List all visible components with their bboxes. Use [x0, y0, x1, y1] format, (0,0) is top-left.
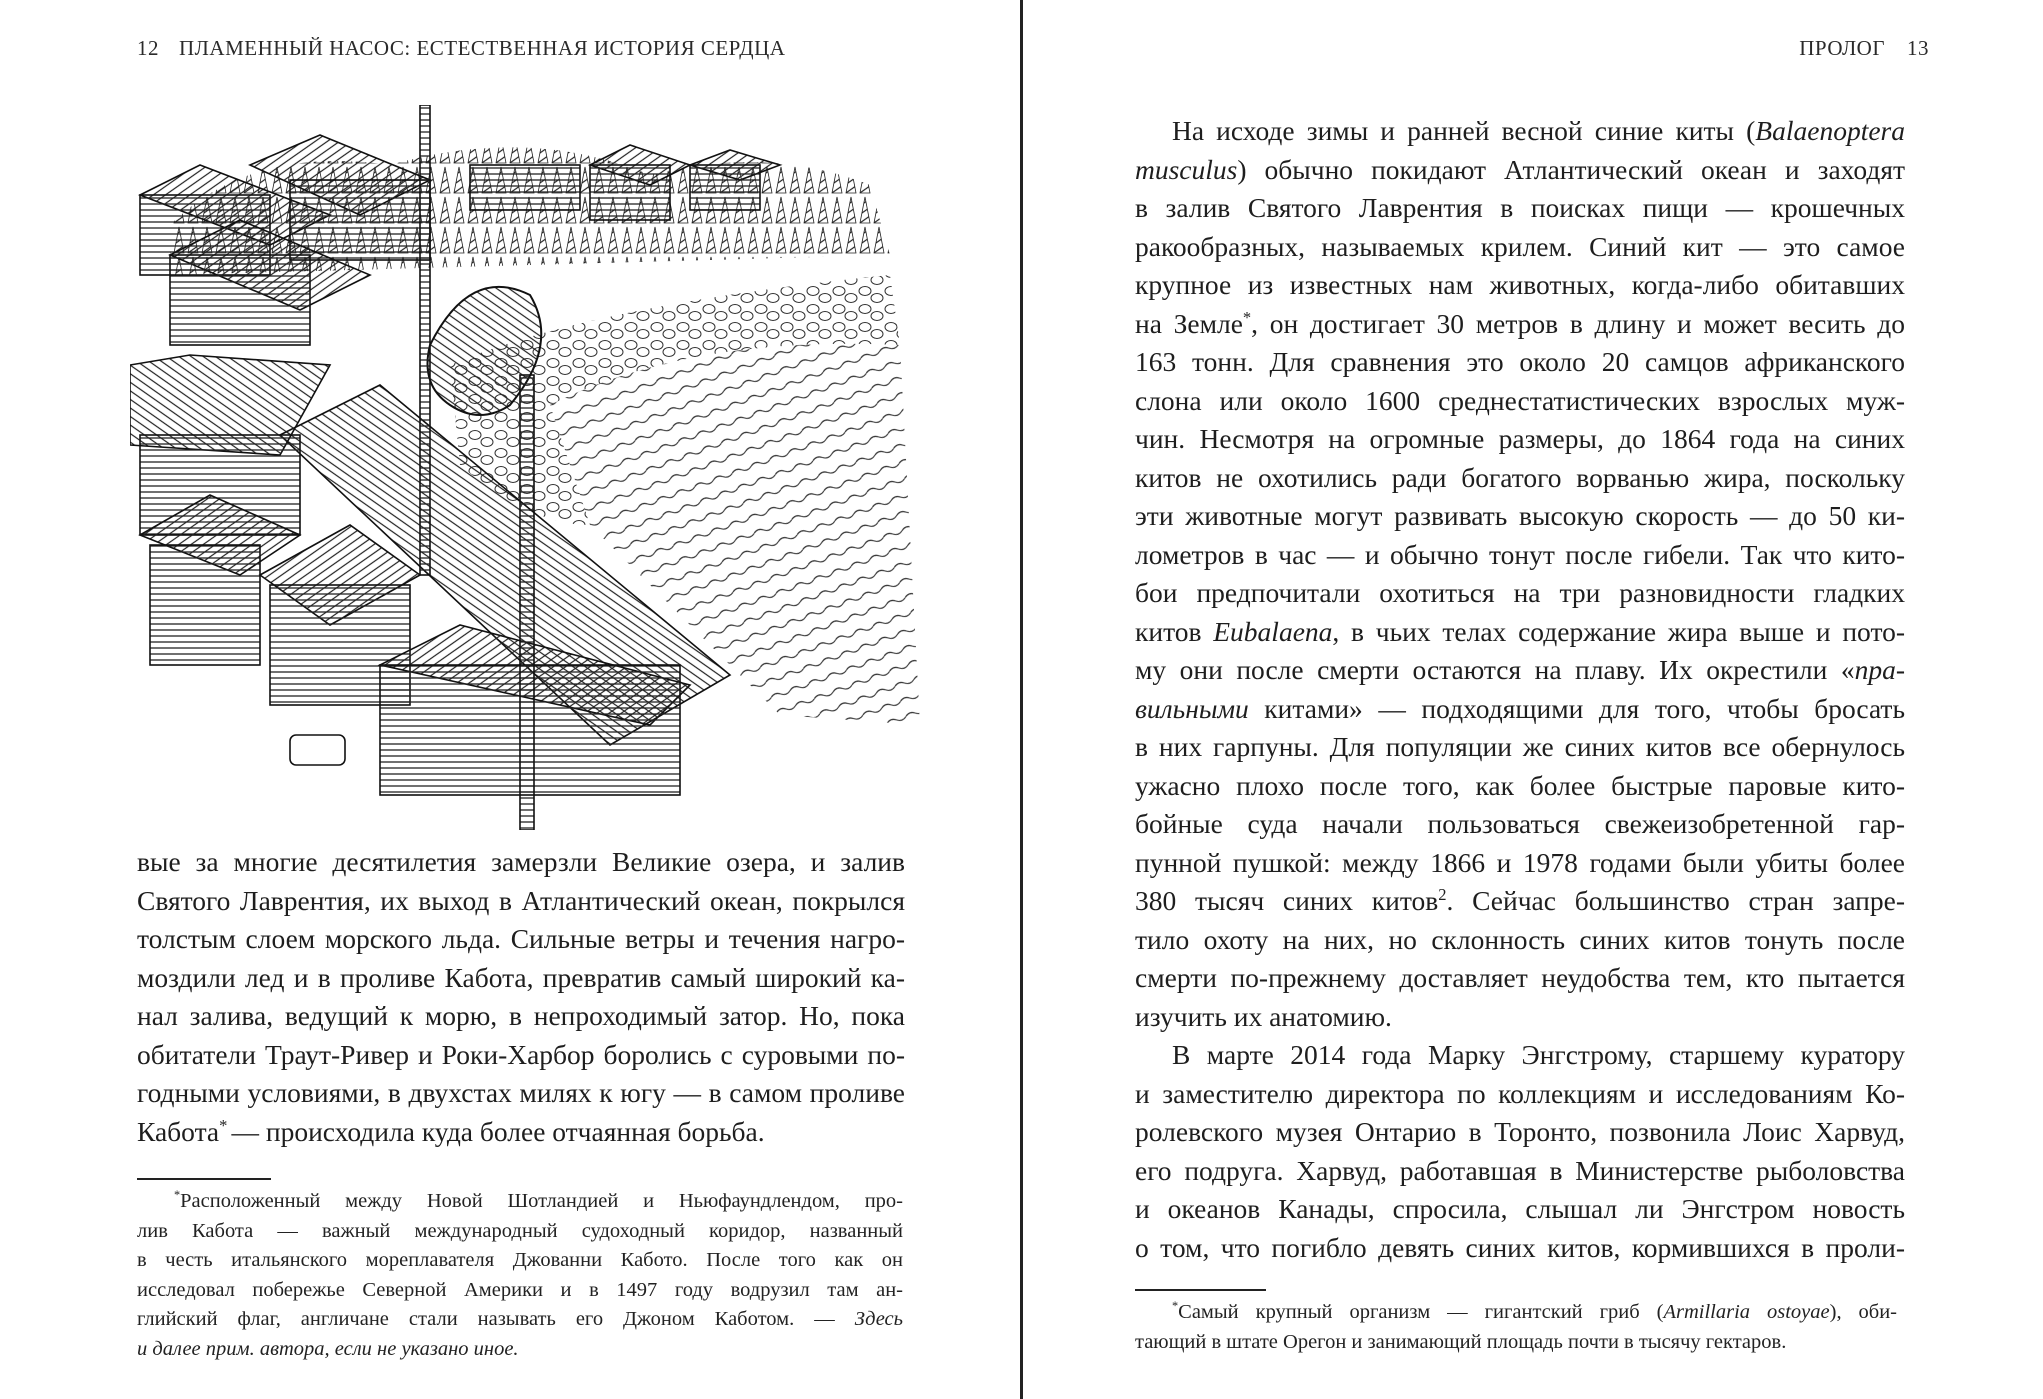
text-fragment: Расположенный между Новой Шотландией и Ньюфаундлендом, про-	[180, 1190, 903, 1212]
text-line: и океанов Канады, спросила, слышал ли Энгстром новость	[1135, 1193, 1905, 1224]
footnote-ref[interactable]: *	[219, 1115, 232, 1135]
text-line	[1135, 151, 1905, 190]
species-name: Armillaria ostoyae	[1663, 1301, 1830, 1323]
species-name: Eubalaena	[1213, 615, 1333, 647]
text-line: В марте 2014 года Марку Энгстрому, старшему куратору	[1172, 1039, 1905, 1070]
page-gutter-divider	[1020, 0, 1023, 1399]
text-line: Святого Лаврентия, их выход в Атлантический океан, покрылся	[137, 884, 905, 916]
text-line: 163 тонн. Для сравнения это около 20 самцов африканского	[1135, 346, 1905, 377]
text-fragment: . Сейчас большинство стран запре-	[1446, 885, 1905, 916]
text-fragment: , он достигает 30 метров в длину и может весить до	[1251, 307, 1905, 339]
footnote-rule	[1135, 1289, 1266, 1291]
text-line	[137, 1113, 905, 1152]
text-line: о том, что погибло девять синих китов, кормившихся в проли-	[1135, 1231, 1905, 1263]
text-fragment: вильными	[1135, 692, 1249, 724]
text-line	[1135, 690, 1905, 729]
left-body-text	[137, 843, 905, 1151]
species-name: musculus	[1135, 153, 1238, 185]
text-fragment: китов	[1135, 615, 1214, 647]
running-head-left	[137, 36, 785, 61]
right-body-text	[1135, 112, 1905, 1267]
footnote-marker: *	[1172, 1299, 1179, 1314]
text-line: китов не охотились ради богатого ворванью жира, поскольку	[1135, 461, 1905, 493]
page-number: 12	[137, 36, 159, 60]
left-footnote	[137, 1187, 903, 1364]
running-head-right	[1799, 36, 1929, 61]
text-line: нал залива, ведущий к морю, в непроходимый затор. Но, пока	[137, 1000, 905, 1031]
text-fragment: Здесь	[854, 1308, 903, 1330]
text-line	[1135, 613, 1905, 652]
text-line: толстым слоем морского льда. Сильные ветры и течения нагро-	[137, 923, 905, 954]
text-line: ракообразных, называемых крилем. Синий кит — это самое	[1135, 230, 1905, 262]
footnote-line	[137, 1187, 903, 1217]
text-line: вые за многие десятилетия замерзли Великие озера, и залив	[137, 846, 905, 877]
footnote-line: и далее прим. автора, если не указано иное.	[137, 1337, 519, 1360]
text-line: моздили лед и в проливе Кабота, превратив самый широкий ка-	[137, 961, 905, 993]
text-fragment: на Земле	[1135, 307, 1243, 339]
species-name: Balaenoptera	[1755, 115, 1905, 146]
right-footnote	[1135, 1298, 1897, 1357]
text-fragment: — происходила куда более отчаянная борьба.	[231, 1115, 765, 1147]
text-line	[1135, 651, 1905, 690]
text-line	[1135, 882, 1905, 921]
footnote-line: лив Кабота — важный международный судоходный коридор, названный	[137, 1219, 903, 1242]
endnote-ref[interactable]: 2	[1438, 884, 1447, 904]
text-line: крупное из известных нам животных, когда-либо обитавших	[1135, 269, 1905, 300]
footnote-line	[1135, 1298, 1897, 1328]
text-line: годными условиями, в двухстах милях к югу — в самом проливе	[137, 1077, 905, 1108]
text-line: обитатели Траут-Ривер и Роки-Харбор боролись с суровыми по-	[137, 1038, 905, 1070]
text-fragment: глийский флаг, англичане стали называть его Джоном Каботом. —	[137, 1308, 855, 1330]
footnote-line: в честь итальянского мореплавателя Джованни Кабото. После того как он	[137, 1249, 903, 1271]
text-line: пунной пушкой: между 1866 и 1978 годами были убиты более	[1135, 846, 1905, 878]
text-line: и заместителю директора по коллекциям и исследованиям Ко-	[1135, 1077, 1905, 1109]
whale-village-illustration	[130, 105, 920, 830]
text-fragment: ), оби-	[1829, 1301, 1898, 1323]
text-line: в залив Святого Лаврентия в поисках пищи — крошечных	[1135, 192, 1905, 223]
text-fragment: , в чьих телах содержание жира выше и пото-	[1332, 615, 1906, 647]
page-number: 13	[1907, 36, 1929, 60]
text-line: ужасно плохо после того, как более быстрые паровые кито-	[1135, 769, 1905, 801]
text-line: бойные суда начали пользоваться свежеизобретенной гар-	[1135, 808, 1905, 839]
text-line: лометров в час — и обычно тонут после гибели. Так что кито-	[1135, 538, 1905, 570]
text-line: бои предпочитали охотиться на три разновидности гладких	[1135, 577, 1905, 608]
footnote-rule	[137, 1178, 271, 1180]
text-fragment: китами» — подходящими для того, чтобы бросать	[1248, 692, 1905, 724]
footnote-ref[interactable]: *	[1242, 307, 1252, 327]
text-fragment: На исходе зимы и ранней весной синие киты (	[1172, 115, 1756, 146]
text-line: изучить их анатомию.	[1135, 1000, 1392, 1032]
text-line: слона или около 1600 среднестатистических взрослых муж-	[1135, 384, 1905, 416]
book-title: ПЛАМЕННЫЙ НАСОС: ЕСТЕСТВЕННАЯ ИСТОРИЯ СЕРДЦА	[179, 36, 786, 60]
text-line: его подруга. Харвуд, работавшая в Министерстве рыболовства	[1135, 1154, 1905, 1186]
text-line	[1135, 305, 1905, 344]
footnote-line: исследовал побережье Северной Америки и в 1497 году водрузил там ан-	[137, 1278, 903, 1301]
text-line: чин. Несмотря на огромные размеры, до 1864 года на синих	[1135, 423, 1905, 454]
text-line	[1135, 112, 1905, 151]
text-line: тило охоту на них, но склонность синих китов тонуть после	[1135, 923, 1905, 955]
text-fragment: ) обычно покидают Атлантический океан и заходят	[1237, 153, 1905, 185]
text-fragment: Кабота	[137, 1115, 220, 1147]
text-line: эти животные могут развивать высокую скорость — до 50 ки-	[1135, 500, 1905, 531]
text-fragment: Самый крупный организм — гигантский гриб (	[1178, 1301, 1664, 1323]
text-fragment: пра-	[1854, 654, 1905, 685]
text-line: смерти по-прежнему доставляет неудобства тем, кто пытается	[1135, 962, 1905, 993]
footnote-marker: *	[174, 1188, 181, 1203]
chapter-title: ПРОЛОГ	[1799, 36, 1885, 60]
footnote-line	[137, 1305, 903, 1335]
footnote-line: тающий в штате Орегон и занимающий площадь почти в тысячу гектаров.	[1135, 1330, 1787, 1353]
text-line: ролевского музея Онтарио в Торонто, позвонила Лоис Харвуд,	[1135, 1116, 1905, 1147]
text-fragment: 380 тысяч синих китов	[1135, 885, 1439, 916]
text-line: в них гарпуны. Для популяции же синих китов все обернулось	[1135, 731, 1905, 762]
illustration-icon	[130, 105, 920, 830]
text-fragment: му они после смерти остаются на плаву. Их окрестили «	[1135, 654, 1855, 685]
left-page	[0, 0, 1020, 1399]
